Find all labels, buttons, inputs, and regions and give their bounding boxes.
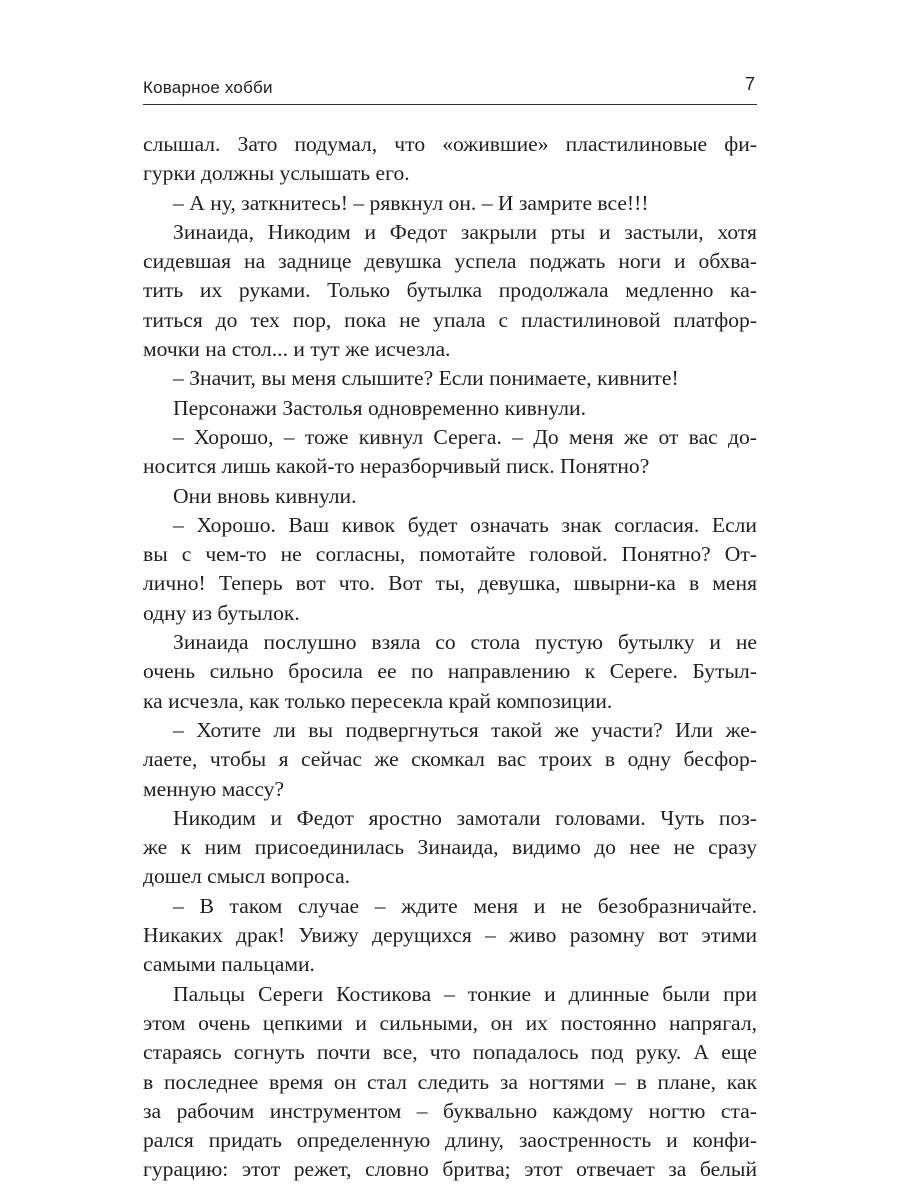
text-line: Зинаида, Никодим и Федот закрыли рты и застыли, хотя [173, 219, 757, 244]
text-line: стараясь согнуть почти все, что попадалось под руку. А еще [143, 1040, 757, 1065]
text-line: лаете, чтобы я сейчас же скомкал вас троих в одну бесфор- [143, 747, 757, 772]
text-line: ка исчезла, как только пересекла край композиции. [143, 688, 613, 713]
text-line: – А ну, заткнитесь! – рявкнул он. – И замрите все!!! [173, 190, 649, 215]
text-line: тить их руками. Только бутылка продолжала медленно ка- [143, 278, 757, 303]
text-line: очень сильно бросила ее по направлению к Сереге. Бутыл- [143, 659, 757, 684]
text-line: дошел смысл вопроса. [143, 864, 351, 889]
text-line: вы с чем-то не согласны, помотайте головой. Понятно? От- [143, 542, 757, 567]
text-line: – Хорошо, – тоже кивнул Серега. – До меня же от вас до- [173, 424, 757, 449]
text-line: гурацию: этот режет, словно бритва; этот отвечает за белый [143, 1157, 757, 1182]
text-line: сидевшая на заднице девушка успела поджать ноги и обхва- [143, 249, 757, 274]
text-line: Персонажи Застолья одновременно кивнули. [173, 395, 587, 420]
text-line: менную массу? [143, 776, 285, 801]
page-number: 7 [744, 74, 755, 94]
text-line: Зинаида послушно взяла со стола пустую бутылку и не [173, 630, 757, 655]
text-line: же к ним присоединилась Зинаида, видимо до нее не сразу [143, 835, 757, 860]
text-line: – Значит, вы меня слышите? Если понимаете, кивните! [173, 366, 679, 391]
running-header [143, 72, 757, 105]
text-line: Никодим и Федот яростно замотали головами. Чуть поз- [173, 805, 757, 830]
text-line: Никаких драк! Увижу дерущихся – живо разомну вот этими [143, 923, 757, 948]
text-line: за рабочим инструментом – буквально каждому ногтю ста- [143, 1098, 757, 1123]
text-line: носится лишь какой-то неразборчивый писк. Понятно? [143, 454, 650, 479]
text-line: самыми пальцами. [143, 952, 315, 977]
text-line: – Хотите ли вы подвергнуться такой же участи? Или же- [173, 717, 757, 742]
text-line: мочки на стол... и тут же исчезла. [143, 337, 451, 362]
text-line: одну из бутылок. [143, 600, 300, 625]
text-line: – Хорошо. Ваш кивок будет означать знак согласия. Если [173, 512, 757, 537]
running-title: Коварное хобби [143, 78, 273, 97]
text-line: лично! Теперь вот что. Вот ты, девушка, швырни-ка в меня [143, 571, 757, 596]
text-line: Пальцы Сереги Костикова – тонкие и длинные были при [173, 981, 757, 1006]
body-text [143, 130, 757, 1185]
text-line: в последнее время он стал следить за ногтями – в плане, как [143, 1069, 757, 1094]
text-line: – В таком случае – ждите меня и не безобразничайте. [173, 893, 757, 918]
text-line: этом очень цепкими и сильными, он их постоянно напрягал, [143, 1010, 757, 1035]
text-line: Они вновь кивнули. [173, 483, 357, 508]
text-line: слышал. Зато подумал, что «ожившие» пластилиновые фи- [143, 132, 757, 156]
text-line: титься до тех пор, пока не упала с пластилиновой платфор- [143, 307, 757, 332]
text-line: гурки должны услышать его. [143, 161, 410, 186]
text-line: рался придать определенную длину, заостренность и конфи- [143, 1128, 757, 1153]
